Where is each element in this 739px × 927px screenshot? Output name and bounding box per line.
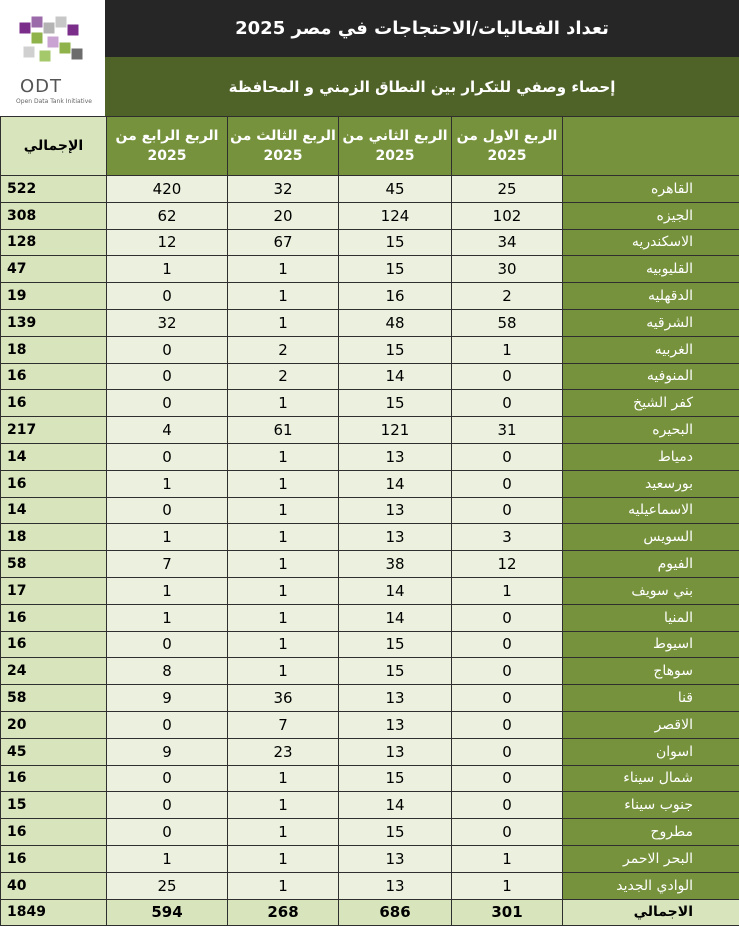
- cell-q3[interactable]: 1: [228, 577, 339, 604]
- table-row: [1, 685, 739, 712]
- cell-q2[interactable]: 13: [339, 872, 452, 899]
- cell-q1[interactable]: 1: [452, 336, 563, 363]
- table-row: [1, 309, 739, 336]
- cell-total[interactable]: 308: [1, 202, 107, 229]
- logo-tagline: Open Data Tank Initiative: [16, 98, 92, 105]
- cell-total[interactable]: 18: [1, 336, 107, 363]
- cell-q1[interactable]: 2: [452, 283, 563, 310]
- table-row: [1, 336, 739, 363]
- cell-total[interactable]: 58: [1, 551, 107, 578]
- cell-q4[interactable]: 9: [107, 685, 228, 712]
- governorate-quarter-table: [0, 116, 739, 926]
- cube-logo-icon: [17, 14, 89, 70]
- table-row: [1, 631, 739, 658]
- cell-q1[interactable]: 0: [452, 390, 563, 417]
- cell-q1[interactable]: 0: [452, 658, 563, 685]
- table-row: [1, 872, 739, 899]
- odt-logo: [0, 0, 106, 116]
- cell-q1[interactable]: 0: [452, 792, 563, 819]
- cell-q4[interactable]: 0: [107, 711, 228, 738]
- cell-q4[interactable]: 1: [107, 845, 228, 872]
- cell-q3[interactable]: 1: [228, 524, 339, 551]
- cell-q4[interactable]: 9: [107, 738, 228, 765]
- cell-total[interactable]: 16: [1, 604, 107, 631]
- cell-q2[interactable]: 13: [339, 524, 452, 551]
- cell-q3[interactable]: 1: [228, 658, 339, 685]
- cell-q3[interactable]: 1: [228, 443, 339, 470]
- cell-q2[interactable]: 15: [339, 631, 452, 658]
- cell-q1[interactable]: 0: [452, 711, 563, 738]
- cell-q4[interactable]: 7: [107, 551, 228, 578]
- cell-q4[interactable]: 0: [107, 336, 228, 363]
- cell-total[interactable]: 58: [1, 685, 107, 712]
- table-row: [1, 765, 739, 792]
- cell-governorate[interactable]: اسيوط: [563, 631, 739, 658]
- cell-q3[interactable]: 1: [228, 845, 339, 872]
- cell-q1[interactable]: 34: [452, 229, 563, 256]
- cell-q4[interactable]: 0: [107, 443, 228, 470]
- cell-q4[interactable]: 1: [107, 577, 228, 604]
- cell-total[interactable]: 16: [1, 470, 107, 497]
- cell-q4[interactable]: 420: [107, 176, 228, 203]
- cell-q1[interactable]: 102: [452, 202, 563, 229]
- cell-total[interactable]: 16: [1, 845, 107, 872]
- page-subtitle: إحصاء وصفي للتكرار بين النطاق الزمني و المحافظة: [105, 57, 739, 116]
- cell-q3[interactable]: 32: [228, 176, 339, 203]
- cell-governorate[interactable]: جنوب سيناء: [563, 792, 739, 819]
- column-header-governorate[interactable]: [563, 117, 739, 176]
- cell-q3[interactable]: 61: [228, 417, 339, 444]
- cell-total[interactable]: 20: [1, 711, 107, 738]
- cell-total[interactable]: 522: [1, 176, 107, 203]
- cell-q2[interactable]: 13: [339, 497, 452, 524]
- cell-q3[interactable]: 1: [228, 470, 339, 497]
- cell-total[interactable]: 16: [1, 631, 107, 658]
- cell-q2[interactable]: 14: [339, 470, 452, 497]
- cell-q4[interactable]: 0: [107, 631, 228, 658]
- cell-q3[interactable]: 2: [228, 336, 339, 363]
- cell-q2[interactable]: 15: [339, 658, 452, 685]
- cell-q4[interactable]: 62: [107, 202, 228, 229]
- cell-q1[interactable]: 0: [452, 604, 563, 631]
- cell-governorate[interactable]: البحيره: [563, 417, 739, 444]
- cell-q2[interactable]: 14: [339, 792, 452, 819]
- cell-total[interactable]: 15: [1, 792, 107, 819]
- cell-q4[interactable]: 0: [107, 363, 228, 390]
- cell-governorate[interactable]: الغربيه: [563, 336, 739, 363]
- cell-q2[interactable]: 15: [339, 229, 452, 256]
- table-row: [1, 819, 739, 846]
- cell-total[interactable]: 16: [1, 765, 107, 792]
- cell-total[interactable]: 16: [1, 819, 107, 846]
- table-row: [1, 845, 739, 872]
- table-row: [1, 443, 739, 470]
- cell-q3[interactable]: 2: [228, 363, 339, 390]
- cell-governorate[interactable]: الاسكندريه: [563, 229, 739, 256]
- cell-q2[interactable]: 48: [339, 309, 452, 336]
- cell-governorate[interactable]: البحر الاحمر: [563, 845, 739, 872]
- cell-q2[interactable]: 15: [339, 819, 452, 846]
- cell-q3[interactable]: 1: [228, 390, 339, 417]
- cell-q3[interactable]: 1: [228, 765, 339, 792]
- cell-total[interactable]: 18: [1, 524, 107, 551]
- cell-governorate[interactable]: سوهاج: [563, 658, 739, 685]
- cell-governorate[interactable]: المنوفيه: [563, 363, 739, 390]
- cell-q3[interactable]: 1: [228, 819, 339, 846]
- cell-q1[interactable]: 31: [452, 417, 563, 444]
- cell-governorate[interactable]: الفيوم: [563, 551, 739, 578]
- cell-q3[interactable]: 1: [228, 604, 339, 631]
- cell-total[interactable]: 24: [1, 658, 107, 685]
- cell-governorate[interactable]: قنا: [563, 685, 739, 712]
- cell-q3[interactable]: 1: [228, 631, 339, 658]
- cell-q3[interactable]: 23: [228, 738, 339, 765]
- cell-q2[interactable]: 15: [339, 390, 452, 417]
- cell-q2[interactable]: 15: [339, 765, 452, 792]
- table-row: [1, 738, 739, 765]
- cell-q4[interactable]: 32: [107, 309, 228, 336]
- cell-q2[interactable]: 15: [339, 256, 452, 283]
- table-row: [1, 417, 739, 444]
- cell-governorate[interactable]: القليوبيه: [563, 256, 739, 283]
- column-header-q2[interactable]: الربع الثاني من 2025: [339, 117, 452, 176]
- cell-governorate[interactable]: الشرقيه: [563, 309, 739, 336]
- logo-wordmark: ODT: [20, 76, 63, 97]
- cell-governorate[interactable]: الجيزه: [563, 202, 739, 229]
- cell-q1[interactable]: 0: [452, 738, 563, 765]
- cell-total[interactable]: 1849: [1, 899, 107, 926]
- cell-q3[interactable]: 1: [228, 872, 339, 899]
- cell-total[interactable]: 14: [1, 443, 107, 470]
- table-row: [1, 283, 739, 310]
- cell-q4[interactable]: 25: [107, 872, 228, 899]
- table-row: [1, 524, 739, 551]
- table-row: [1, 711, 739, 738]
- cell-q1[interactable]: 25: [452, 176, 563, 203]
- cell-q2[interactable]: 13: [339, 738, 452, 765]
- cell-q3[interactable]: 1: [228, 283, 339, 310]
- cell-q2[interactable]: 14: [339, 363, 452, 390]
- cell-total[interactable]: 16: [1, 390, 107, 417]
- cell-q3[interactable]: 20: [228, 202, 339, 229]
- cell-q2[interactable]: 13: [339, 443, 452, 470]
- cell-q1[interactable]: 0: [452, 443, 563, 470]
- cell-total[interactable]: 16: [1, 363, 107, 390]
- cell-q4[interactable]: 12: [107, 229, 228, 256]
- cell-q3[interactable]: 1: [228, 497, 339, 524]
- cell-governorate[interactable]: الاجمالي: [563, 899, 739, 926]
- table-row: [1, 390, 739, 417]
- cell-q1[interactable]: 58: [452, 309, 563, 336]
- cell-q1[interactable]: 0: [452, 819, 563, 846]
- cell-q3[interactable]: 1: [228, 309, 339, 336]
- cell-q1[interactable]: 0: [452, 765, 563, 792]
- cell-total[interactable]: 14: [1, 497, 107, 524]
- totals-row: [1, 899, 739, 926]
- cell-q1[interactable]: 0: [452, 631, 563, 658]
- cell-q4[interactable]: 8: [107, 658, 228, 685]
- cell-q4[interactable]: 0: [107, 283, 228, 310]
- cell-governorate[interactable]: شمال سيناء: [563, 765, 739, 792]
- cell-q1[interactable]: 3: [452, 524, 563, 551]
- cell-governorate[interactable]: اسوان: [563, 738, 739, 765]
- cell-q1[interactable]: 12: [452, 551, 563, 578]
- table-row: [1, 256, 739, 283]
- cell-q4[interactable]: 0: [107, 819, 228, 846]
- cell-q1[interactable]: 0: [452, 685, 563, 712]
- cell-q3[interactable]: 1: [228, 551, 339, 578]
- cell-governorate[interactable]: كفر الشيخ: [563, 390, 739, 417]
- cell-q4[interactable]: 1: [107, 524, 228, 551]
- cell-total[interactable]: 217: [1, 417, 107, 444]
- cell-governorate[interactable]: دمياط: [563, 443, 739, 470]
- cell-total[interactable]: 17: [1, 577, 107, 604]
- cell-governorate[interactable]: المنيا: [563, 604, 739, 631]
- cell-q4[interactable]: 1: [107, 470, 228, 497]
- cell-q2[interactable]: 15: [339, 336, 452, 363]
- cell-governorate[interactable]: القاهره: [563, 176, 739, 203]
- cell-q2[interactable]: 13: [339, 685, 452, 712]
- cell-q4[interactable]: 0: [107, 390, 228, 417]
- cell-q1[interactable]: 1: [452, 577, 563, 604]
- cell-q1[interactable]: 30: [452, 256, 563, 283]
- cell-total[interactable]: 40: [1, 872, 107, 899]
- cell-q2[interactable]: 14: [339, 577, 452, 604]
- cell-q3[interactable]: 67: [228, 229, 339, 256]
- table-row: [1, 577, 739, 604]
- cell-q1[interactable]: 0: [452, 470, 563, 497]
- cell-q2[interactable]: 14: [339, 604, 452, 631]
- cell-total[interactable]: 128: [1, 229, 107, 256]
- cell-q4[interactable]: 0: [107, 792, 228, 819]
- table-row: [1, 497, 739, 524]
- column-header-q4[interactable]: الربع الرابع من 2025: [107, 117, 228, 176]
- column-header-q1[interactable]: الربع الاول من 2025: [452, 117, 563, 176]
- cell-q1[interactable]: 301: [452, 899, 563, 926]
- cell-q3[interactable]: 1: [228, 792, 339, 819]
- cell-governorate[interactable]: الدقهليه: [563, 283, 739, 310]
- cell-q2[interactable]: 13: [339, 845, 452, 872]
- header-row: [1, 117, 739, 176]
- cell-governorate[interactable]: بورسعيد: [563, 470, 739, 497]
- table-row: [1, 363, 739, 390]
- cell-total[interactable]: 139: [1, 309, 107, 336]
- cell-total[interactable]: 47: [1, 256, 107, 283]
- cell-q4[interactable]: 1: [107, 256, 228, 283]
- cell-q2[interactable]: 38: [339, 551, 452, 578]
- cell-q3[interactable]: 268: [228, 899, 339, 926]
- cell-q1[interactable]: 0: [452, 497, 563, 524]
- cell-q2[interactable]: 16: [339, 283, 452, 310]
- cell-q1[interactable]: 1: [452, 872, 563, 899]
- cell-q3[interactable]: 36: [228, 685, 339, 712]
- cell-q2[interactable]: 124: [339, 202, 452, 229]
- column-header-total[interactable]: الإجمالي: [1, 117, 107, 176]
- table-row: [1, 551, 739, 578]
- cell-q4[interactable]: 0: [107, 765, 228, 792]
- cell-q1[interactable]: 1: [452, 845, 563, 872]
- cell-q2[interactable]: 45: [339, 176, 452, 203]
- cell-total[interactable]: 45: [1, 738, 107, 765]
- cell-total[interactable]: 19: [1, 283, 107, 310]
- cell-q4[interactable]: 4: [107, 417, 228, 444]
- cell-q2[interactable]: 121: [339, 417, 452, 444]
- table-row: [1, 792, 739, 819]
- page-title: تعداد الفعاليات/الاحتجاجات في مصر 2025: [105, 0, 739, 57]
- table-row: [1, 658, 739, 685]
- cell-q2[interactable]: 686: [339, 899, 452, 926]
- table-row: [1, 202, 739, 229]
- cell-q1[interactable]: 0: [452, 363, 563, 390]
- table-row: [1, 604, 739, 631]
- table-row: [1, 470, 739, 497]
- cell-governorate[interactable]: بني سويف: [563, 577, 739, 604]
- cell-governorate[interactable]: الاقصر: [563, 711, 739, 738]
- column-header-q3[interactable]: الربع الثالث من 2025: [228, 117, 339, 176]
- cell-governorate[interactable]: السويس: [563, 524, 739, 551]
- cell-governorate[interactable]: الاسماعيليه: [563, 497, 739, 524]
- cell-governorate[interactable]: الوادي الجديد: [563, 872, 739, 899]
- cell-q3[interactable]: 1: [228, 256, 339, 283]
- cell-q4[interactable]: 594: [107, 899, 228, 926]
- cell-q4[interactable]: 1: [107, 604, 228, 631]
- cell-q3[interactable]: 7: [228, 711, 339, 738]
- cell-q4[interactable]: 0: [107, 497, 228, 524]
- table-row: [1, 229, 739, 256]
- table-row: [1, 176, 739, 203]
- cell-governorate[interactable]: مطروح: [563, 819, 739, 846]
- cell-q2[interactable]: 13: [339, 711, 452, 738]
